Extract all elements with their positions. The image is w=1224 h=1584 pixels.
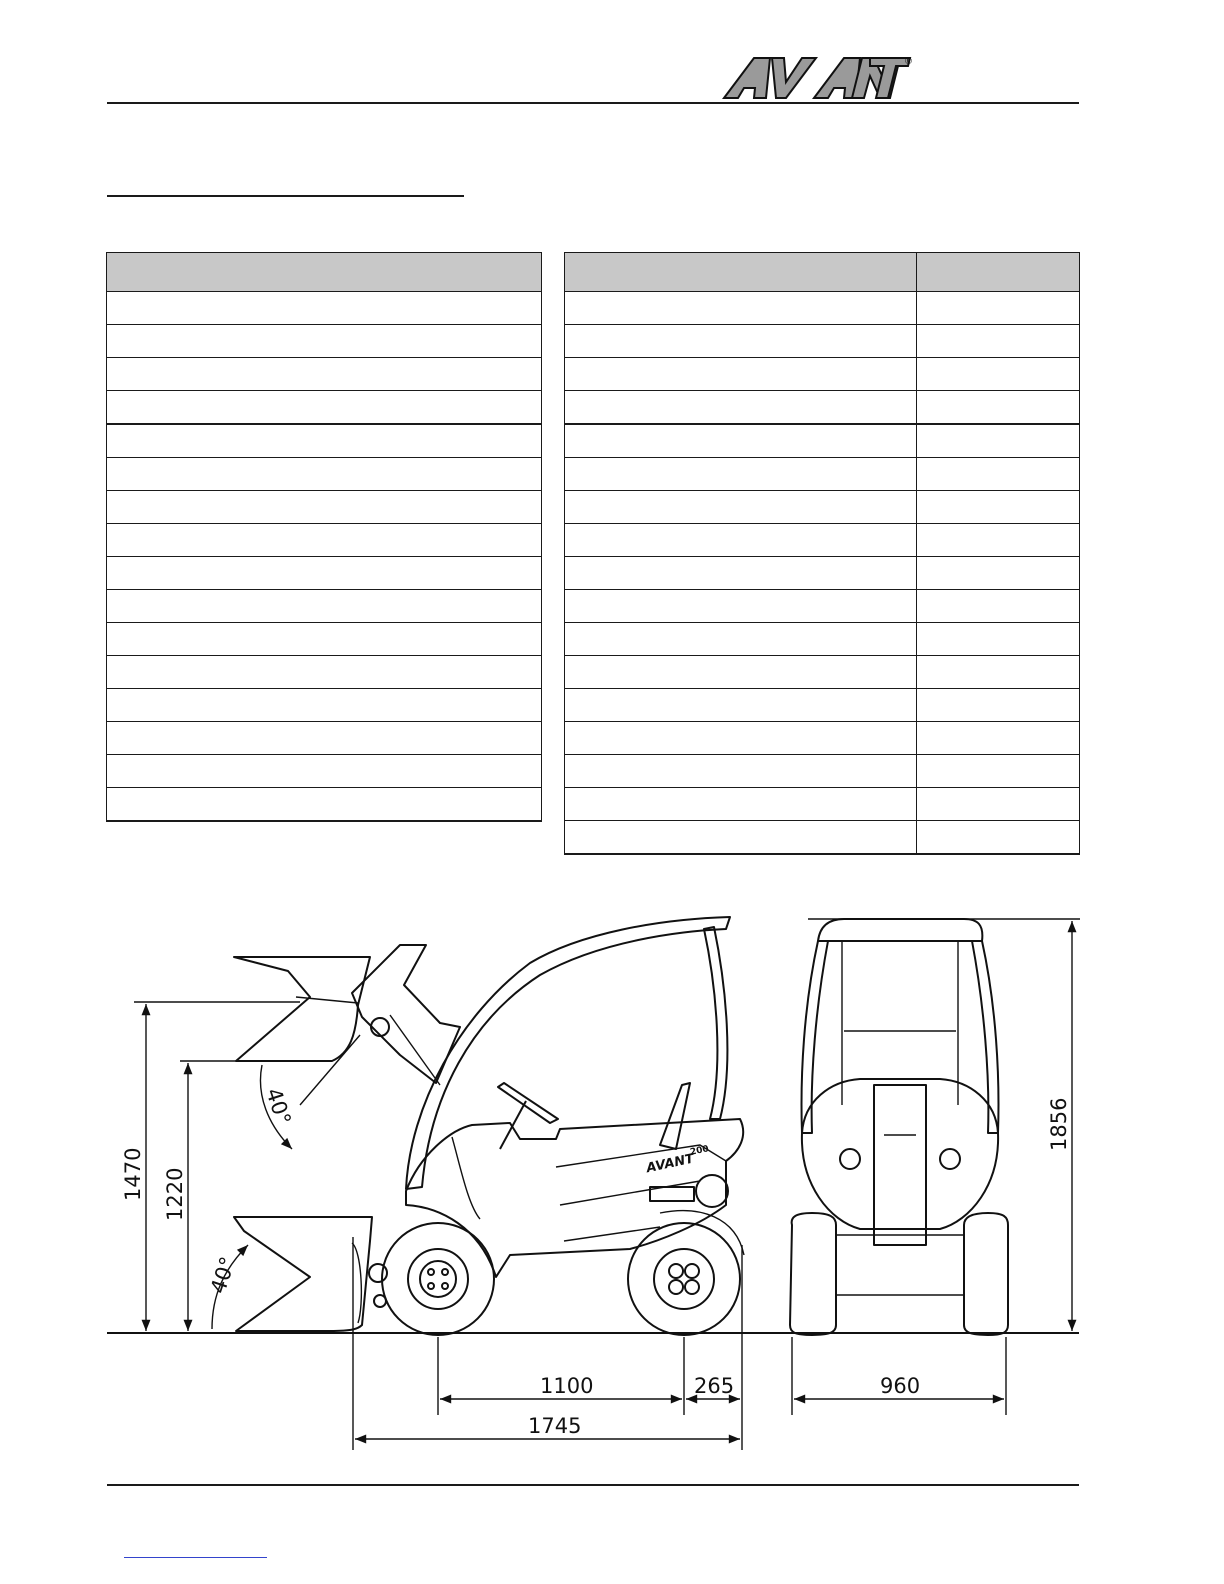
front-wheel [382,1223,494,1335]
dim-960-label: 960 [880,1374,921,1398]
front-roof [818,919,982,941]
table-row [565,689,1080,722]
table-cell [917,788,1080,821]
table-cell [107,722,542,755]
footer-link-underline[interactable] [124,1557,267,1558]
dim-1100-label: 1100 [540,1374,594,1398]
dimension-lines [130,919,1080,1450]
table-row [565,424,1080,458]
dim-265-label: 265 [694,1374,735,1398]
table-cell [107,755,542,788]
table-cell [107,689,542,722]
table-cell [107,458,542,491]
table-row [107,325,542,358]
table-cell [107,358,542,391]
table-row [565,821,1080,855]
table-cell [565,424,917,458]
table-row [565,590,1080,623]
side-view [234,917,744,1335]
table-cell [107,590,542,623]
table-cell [565,755,917,788]
table-row [107,788,542,822]
table-cell [565,292,917,325]
table-cell [565,358,917,391]
front-view-left-wheel [790,1213,836,1335]
loader-seat [660,1083,690,1149]
table-row [107,458,542,491]
table-cell [917,821,1080,855]
dim-1470-label: 1470 [121,1147,145,1201]
table-cell [917,656,1080,689]
table-cell [565,689,917,722]
table-header-cell [565,253,917,292]
table-cell [565,590,917,623]
table-header-cell [917,253,1080,292]
table-cell [917,292,1080,325]
table-cell [917,391,1080,425]
table-cell [565,458,917,491]
table-cell [107,656,542,689]
table-row [565,524,1080,557]
table-row [107,623,542,656]
header-rule [107,102,1079,104]
table-cell [917,623,1080,656]
table-row [565,292,1080,325]
dim-1745-label: 1745 [528,1414,582,1438]
table-row [107,755,542,788]
table-cell [565,391,917,425]
table-row [107,491,542,524]
table-cell [107,292,542,325]
table-row [107,524,542,557]
table-cell [917,458,1080,491]
table-row [565,722,1080,755]
spec-table-right [564,252,1080,855]
logo-registered-mark: ® [904,57,913,67]
footer-rule [107,1484,1079,1486]
side-badge-text: AVANT [645,1151,696,1177]
table-row [565,325,1080,358]
table-cell [565,623,917,656]
section-title-underline [107,195,464,197]
table-header-cell [107,253,542,292]
rear-wheel [628,1223,740,1335]
table-header-row [107,253,542,292]
table-row [107,722,542,755]
steering-wheel [498,1083,558,1123]
loader-body [406,1119,743,1277]
avant-logo [720,52,913,104]
table-row [107,590,542,623]
table-row [565,623,1080,656]
table-cell [917,722,1080,755]
front-cab-left-post [802,941,828,1133]
table-cell [565,325,917,358]
table-row [565,358,1080,391]
table-row [565,788,1080,821]
table-row [107,557,542,590]
table-cell [107,391,542,425]
lowered-bucket [234,1217,372,1331]
raised-bucket [234,957,370,1061]
table-row [107,391,542,425]
table-cell [565,821,917,855]
table-cell [917,557,1080,590]
table-cell [565,557,917,590]
table-cell [565,491,917,524]
table-cell [565,656,917,689]
table-row [565,491,1080,524]
table-cell [107,491,542,524]
table-cell [565,788,917,821]
table-cell [917,491,1080,524]
dim-1220-label: 1220 [163,1167,187,1221]
table-row [107,292,542,325]
table-cell [565,722,917,755]
table-row [565,391,1080,425]
table-cell [917,689,1080,722]
table-row [107,358,542,391]
table-cell [107,424,542,458]
table-cell [107,524,542,557]
table-row [565,458,1080,491]
table-cell [917,424,1080,458]
front-view [790,919,1008,1335]
table-cell [107,623,542,656]
table-cell [107,788,542,822]
table-row [107,689,542,722]
front-body [802,1079,998,1229]
table-header-row [565,253,1080,292]
table-cell [107,557,542,590]
table-row [107,424,542,458]
table-cell [917,358,1080,391]
table-cell [917,524,1080,557]
dim-angle-top-label: 40° [261,1085,296,1128]
dim-angle-bottom-label: 40° [205,1253,241,1297]
dim-1856-label: 1856 [1047,1097,1071,1151]
front-cab-right-post [972,941,998,1133]
front-view-right-wheel [964,1213,1008,1335]
table-row [565,656,1080,689]
table-row [565,755,1080,788]
table-row [565,557,1080,590]
table-cell [565,524,917,557]
table-row [107,656,542,689]
table-cell [107,325,542,358]
table-cell [917,590,1080,623]
side-badge-model: 200 [689,1144,710,1158]
table-cell [917,325,1080,358]
table-cell [917,755,1080,788]
spec-table-left [106,252,542,822]
loader-dimension-drawing [100,905,1100,1465]
